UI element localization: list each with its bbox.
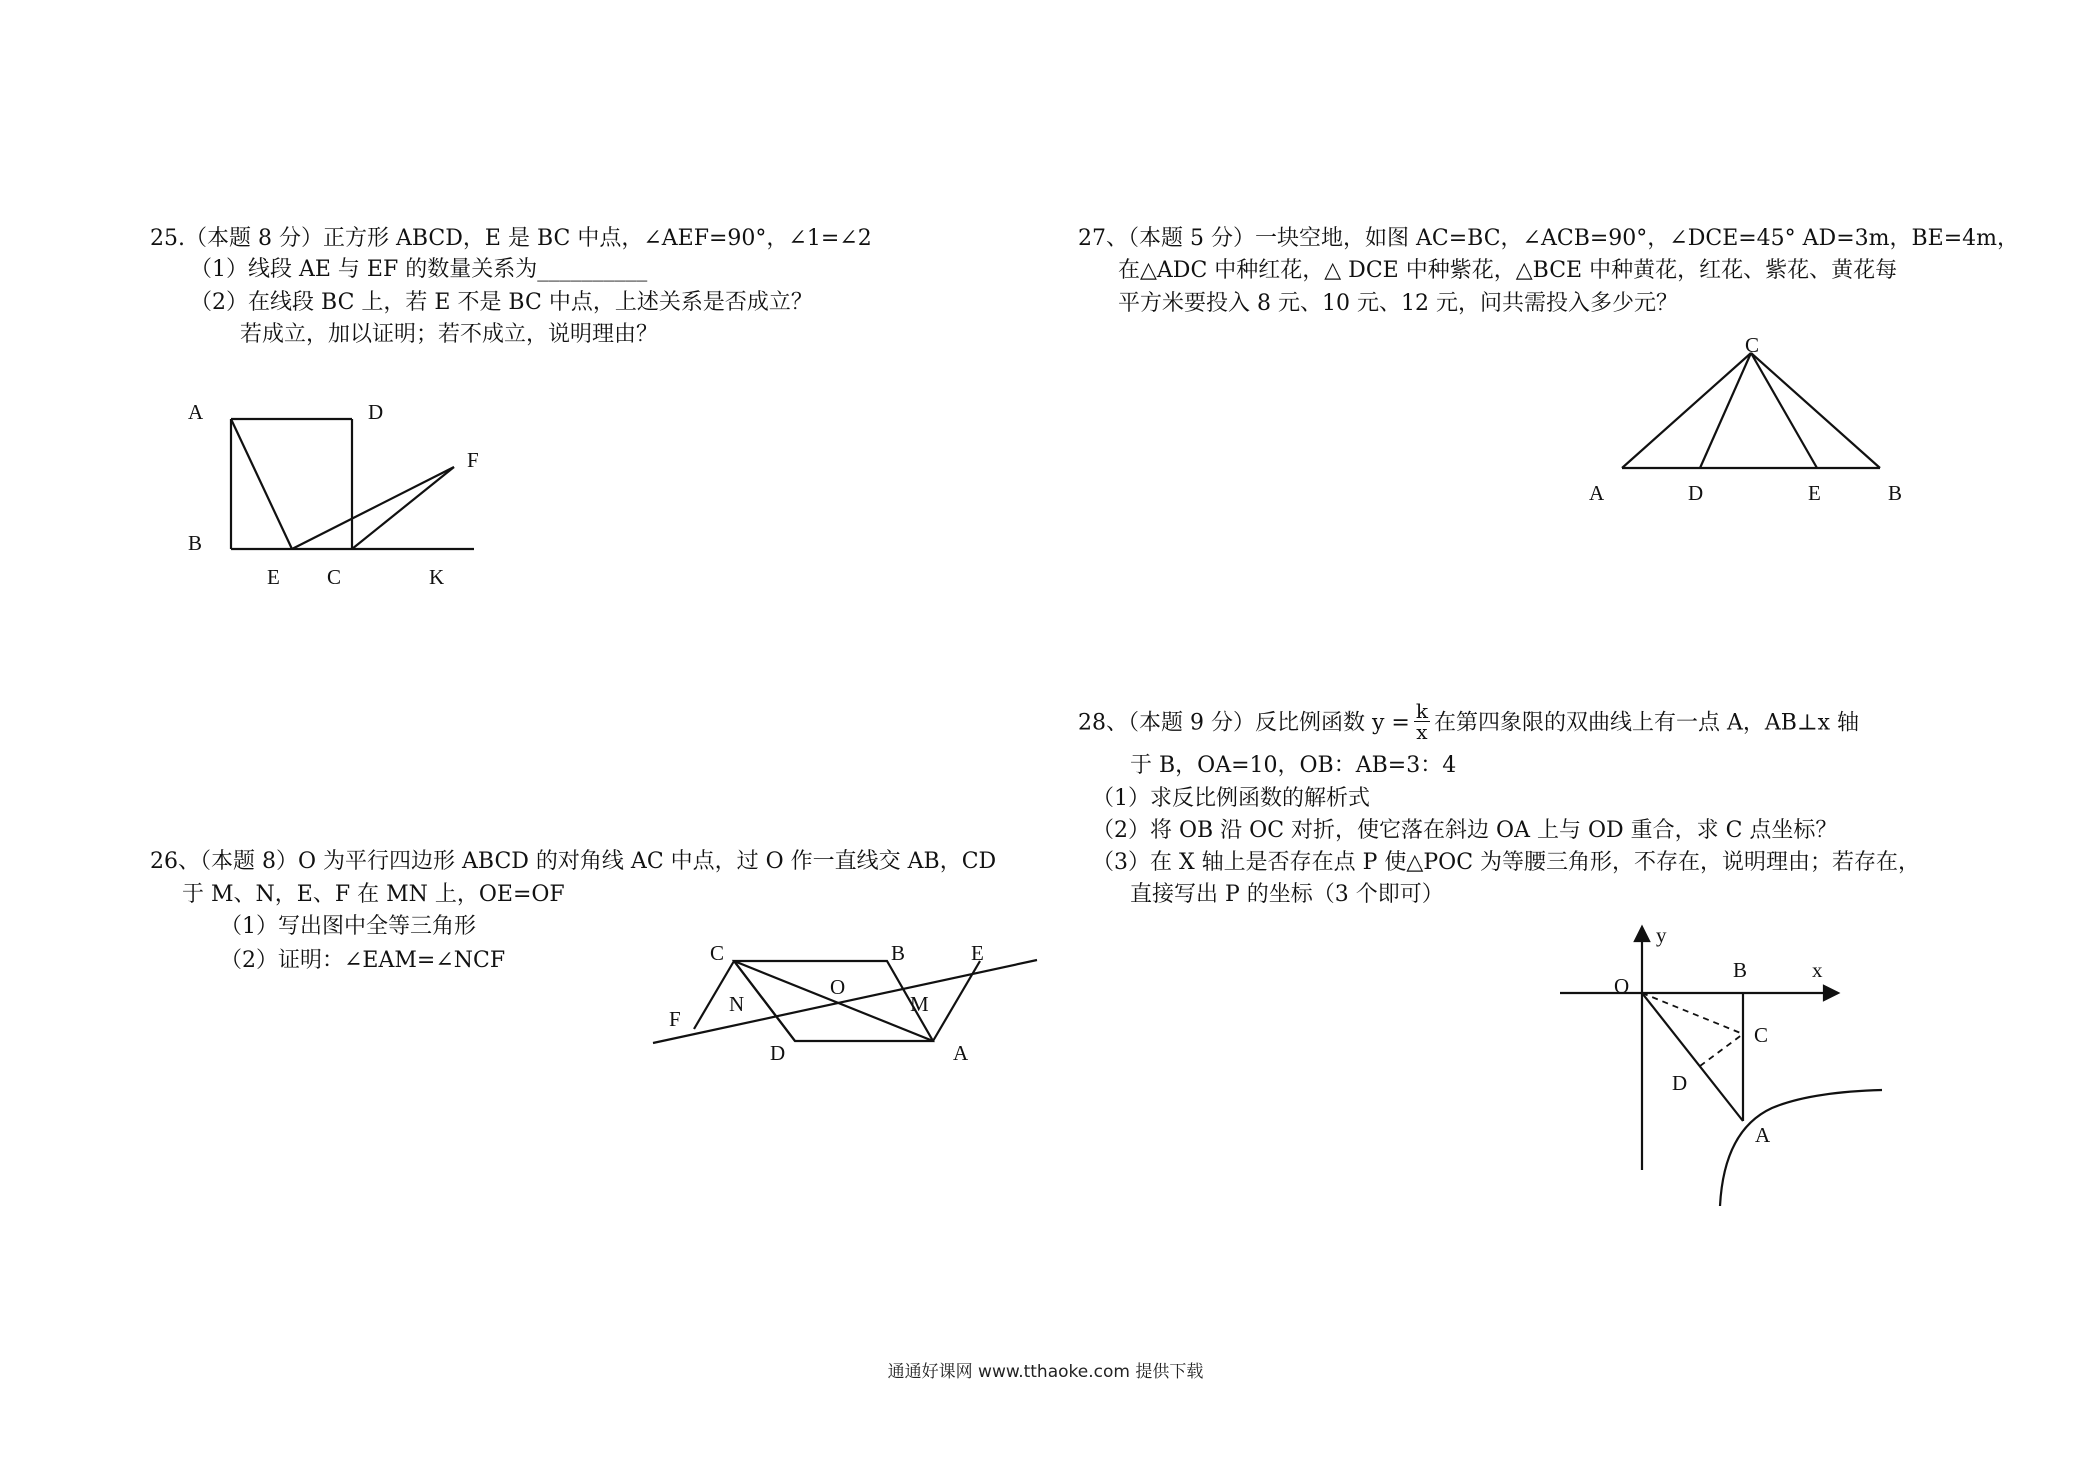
q28-label-x: x	[1812, 958, 1823, 982]
q28-label-B: B	[1733, 958, 1748, 982]
q28-label-y: y	[1656, 923, 1667, 947]
q28-fraction-denominator: x	[1416, 720, 1428, 744]
q28-line-6: 直接写出 P 的坐标（3 个即可）	[1130, 882, 1444, 907]
q27-line-3: 平方米要投入 8 元、10 元、12 元，问共需投入多少元？	[1118, 291, 1678, 316]
q28-line-1-pre: 28、（本题 9 分）反比例函数 y =	[1078, 710, 1410, 736]
q25-label-E: E	[267, 565, 280, 589]
q27-label-E: E	[1808, 481, 1821, 505]
q26-label-O: O	[830, 975, 846, 999]
q28-fraction-numerator: k	[1415, 699, 1428, 723]
q25-line-3: （2）在线段 BC 上，若 E 不是 BC 中点，上述关系是否成立？	[190, 290, 813, 315]
q28-label-D: D	[1672, 1071, 1688, 1095]
q25-label-B: B	[188, 531, 203, 555]
q25-label-K: K	[429, 565, 445, 589]
q25-label-D: D	[368, 400, 384, 424]
q26-label-D: D	[770, 1041, 786, 1065]
q27-label-D: D	[1688, 481, 1704, 505]
q26-label-N: N	[729, 992, 745, 1016]
q28-line-3: （1）求反比例函数的解析式	[1092, 786, 1370, 811]
q26-line-3: （1）写出图中全等三角形	[220, 914, 476, 939]
q28-label-A: A	[1755, 1123, 1771, 1147]
q28-label-O: O	[1614, 974, 1630, 998]
page-footer: 通通好课网 www.tthaoke.com 提供下载	[887, 1362, 1204, 1382]
q25-label-F: F	[467, 448, 479, 472]
q27-label-B: B	[1888, 481, 1903, 505]
q25-line-2: （1）线段 AE 与 EF 的数量关系为__________	[190, 257, 648, 282]
q28-label-C: C	[1754, 1023, 1769, 1047]
q28-line-1-post: 在第四象限的双曲线上有一点 A，AB⊥x 轴	[1433, 710, 1859, 736]
q25-line-1: 25.（本题 8 分）正方形 ABCD，E 是 BC 中点，∠AEF=90°，∠1=∠2	[150, 226, 872, 251]
q27-line-1: 27、（本题 5 分）一块空地，如图 AC=BC，∠ACB=90°，∠DCE=45° AD=3m，BE=4m，	[1078, 226, 2020, 251]
q26-line-2: 于 M、N，E、F 在 MN 上，OE=OF	[182, 882, 565, 907]
q26-label-E: E	[971, 941, 984, 965]
q26-label-C: C	[710, 941, 725, 965]
q26-label-M: M	[910, 992, 929, 1016]
q27-label-C: C	[1745, 333, 1760, 357]
q26-line-1: 26、（本题 8）O 为平行四边形 ABCD 的对角线 AC 中点，过 O 作一直线交 AB，CD	[150, 849, 997, 874]
q28-line-4: （2）将 OB 沿 OC 对折，使它落在斜边 OA 上与 OD 重合，求 C 点坐标？	[1092, 818, 1838, 843]
q25-label-A: A	[188, 400, 204, 424]
q26-label-B: B	[891, 941, 906, 965]
q27-label-A: A	[1589, 481, 1605, 505]
q28-line-5: （3）在 X 轴上是否存在点 P 使△POC 为等腰三角形，不存在，说明理由；若存在，	[1092, 850, 1921, 875]
q26-label-A: A	[953, 1041, 969, 1065]
q26-label-F: F	[669, 1007, 681, 1031]
q25-label-C: C	[327, 565, 342, 589]
q28-line-2: 于 B，OA=10，OB：AB=3：4	[1130, 753, 1457, 778]
q25-line-4: 若成立，加以证明；若不成立，说明理由？	[240, 322, 659, 347]
q27-line-2: 在△ADC 中种红花，△ DCE 中种紫花，△BCE 中种黄花，红花、紫花、黄花每	[1118, 258, 1898, 283]
q26-line-4: （2）证明：∠EAM=∠NCF	[220, 948, 506, 973]
